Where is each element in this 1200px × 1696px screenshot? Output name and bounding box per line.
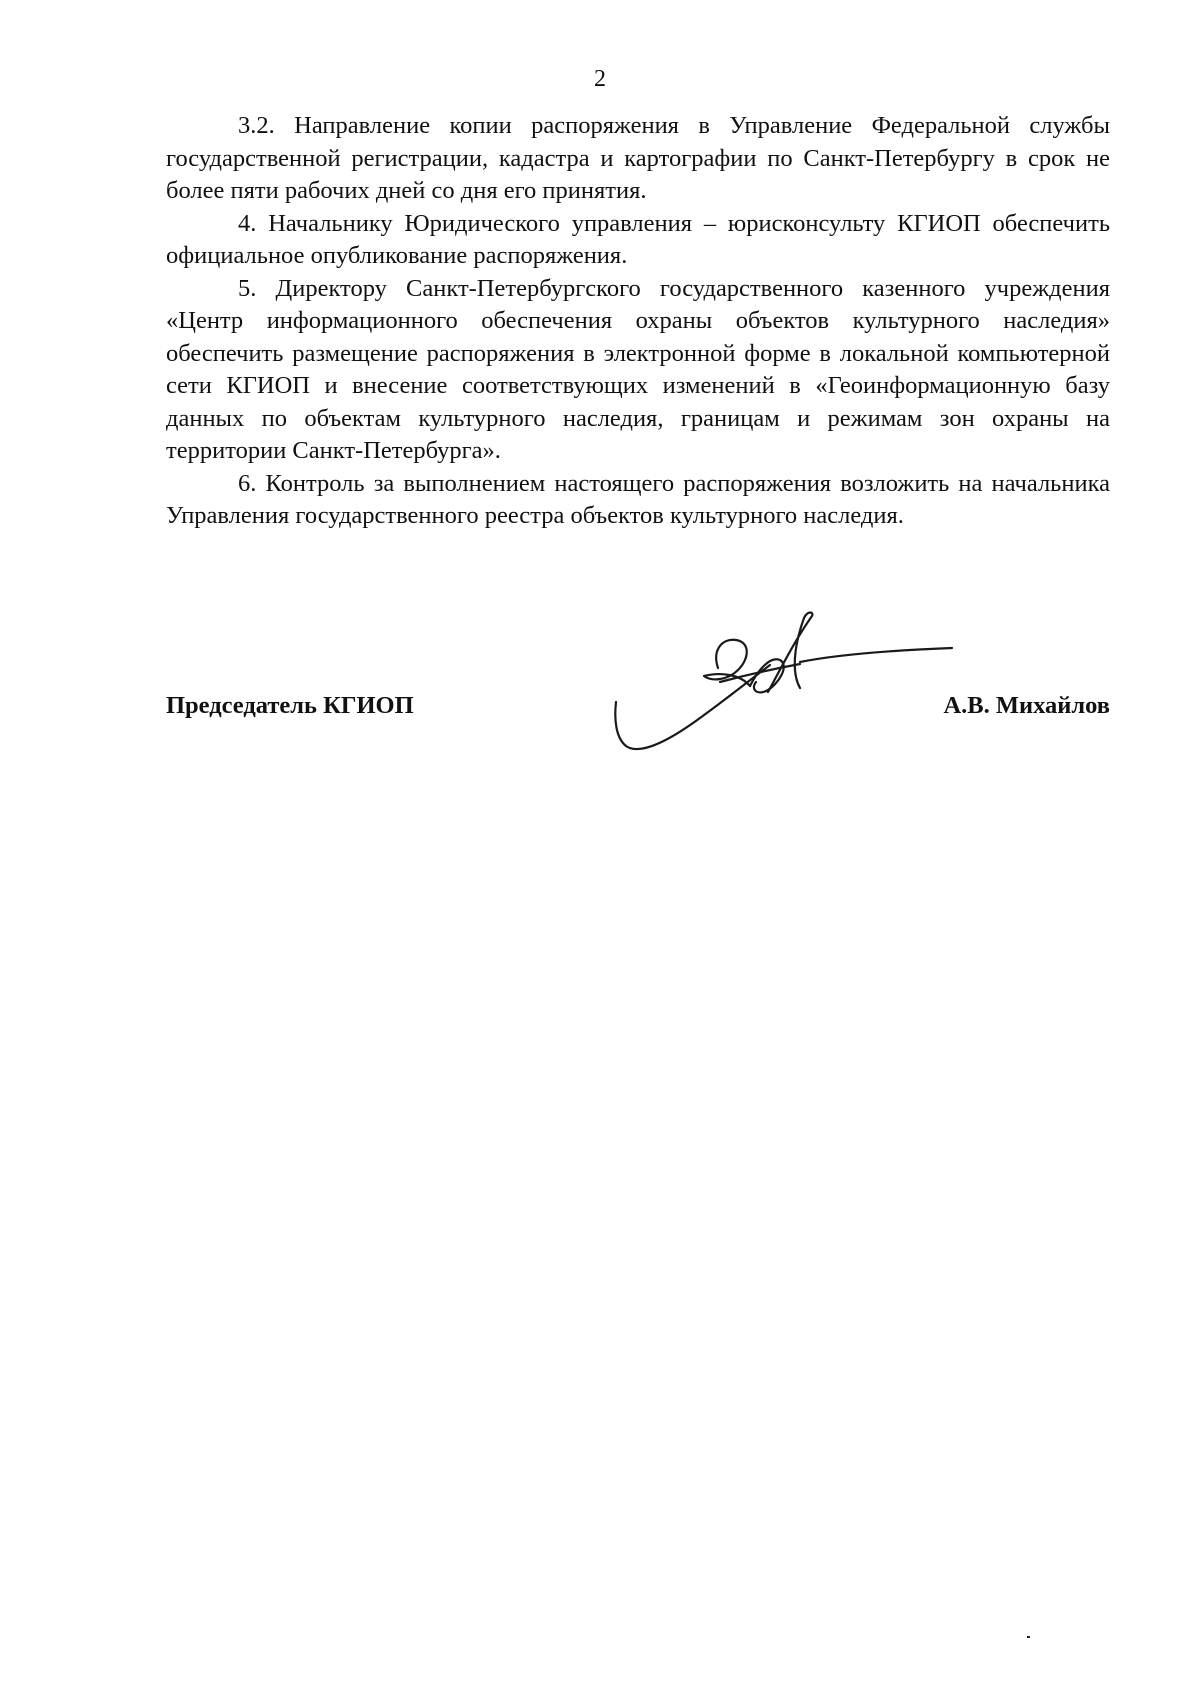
paragraph-3-2: 3.2. Направление копии распоряжения в Управление Федеральной службы государственной регистрации, кадастра и картографии по Санкт-Петербургу в срок не более пяти рабочих дней со дня его принятия. [166,112,1110,204]
signer-name: А.В. Михайлов [943,692,1110,719]
signer-position: Председатель КГИОП [166,692,414,719]
handwritten-signature [600,610,960,760]
paragraph-5: 5. Директору Санкт-Петербургского государственного казенного учреждения «Центр информационного обеспечения охраны объектов культурного наследия» обеспечить размещение распоряжения в электронной форме в локальной компьютерной сети КГИОП и внесение соответствующих изменений в «Геоинформационную базу данных по объектам культурного наследия, границам и режимам зон охраны на территории Санкт-Петербурга». [166,274,1110,464]
paragraph-6: 6. Контроль за выполнением настоящего распоряжения возложить на начальника Управления государственного реестра объектов культурного наследия. [166,469,1110,529]
paragraph-4: 4. Начальнику Юридического управления – юрисконсульту КГИОП обеспечить официальное опубликование распоряжения. [166,209,1110,269]
page-number: 2 [594,66,606,92]
document-body [166,110,1110,533]
scan-speck [1027,1636,1030,1638]
